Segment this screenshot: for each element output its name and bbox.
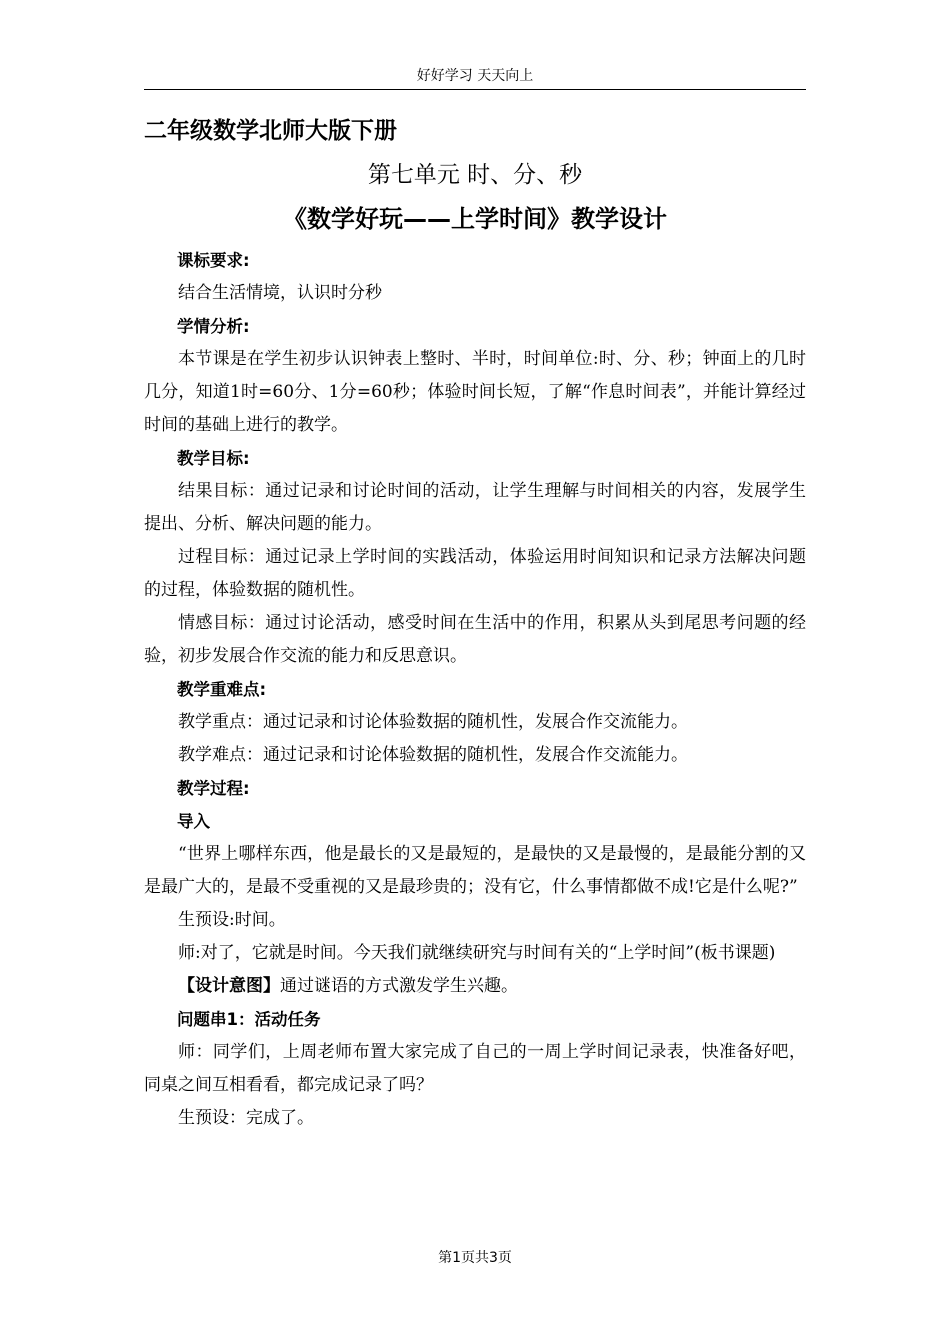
section-heading: 问题串1：活动任务 [177,1010,321,1029]
paragraph [144,970,806,1003]
page-footer: 第1页共3页 [438,1250,512,1266]
paragraph: 结果目标：通过记录和讨论时间的活动，让学生理解与时间相关的内容，发展学生提出、分析、解决问题的能力。 [144,481,806,534]
section-heading: 课标要求: [177,251,250,270]
document-body [144,244,806,1135]
paragraph: 教学难点：通过记录和讨论体验数据的随机性，发展合作交流能力。 [178,745,688,765]
paragraph: 师:对了，它就是时间。今天我们就继续研究与时间有关的“上学时间”(板书课题) [178,943,776,963]
page-header: 好好学习 天天向上 [416,68,534,84]
paragraph: 师：同学们，上周老师布置大家完成了自己的一周上学时间记录表，快准备好吧，同桌之间互相看看，都完成记录了吗？ [144,1042,806,1095]
paragraph: 情感目标：通过讨论活动，感受时间在生活中的作用，积累从头到尾思考问题的经验，初步发展合作交流的能力和反思意识。 [144,613,806,666]
design-intent-label: 【设计意图】 [178,976,280,996]
paragraph: 结合生活情境，认识时分秒 [178,283,382,303]
header-divider [144,89,806,90]
lesson-title: 《数学好玩——上学时间》教学设计 [283,205,667,233]
paragraph: 过程目标：通过记录上学时间的实践活动，体验运用时间知识和记录方法解决问题的过程，体验数据的随机性。 [144,547,806,600]
unit-title: 第七单元 时、分、秒 [367,162,583,188]
design-intent-text: 通过谜语的方式激发学生兴趣。 [280,976,518,996]
paragraph: 本节课是在学生初步认识钟表上整时、半时，时间单位:时、分、秒；钟面上的几时几分，知道1时=60分、1分=60秒；体验时间长短，了解“作息时间表”，并能计算经过时间的基础上进行的教学。 [144,349,806,435]
section-heading: 导入 [177,812,210,831]
section-heading: 教学重难点: [177,680,267,699]
document-title: 二年级数学北师大版下册 [144,118,397,144]
paragraph: 生预设:时间。 [178,910,286,930]
section-heading: 教学目标: [177,449,250,468]
section-heading: 学情分析: [177,317,250,336]
paragraph: 生预设：完成了。 [178,1108,314,1128]
paragraph: 教学重点：通过记录和讨论体验数据的随机性，发展合作交流能力。 [178,712,688,732]
paragraph: “世界上哪样东西，他是最长的又是最短的，是最快的又是最慢的，是最能分割的又是最广大的，是最不受重视的又是最珍贵的；没有它，什么事情都做不成!它是什么呢?” [144,844,806,897]
section-heading: 教学过程: [177,779,250,798]
